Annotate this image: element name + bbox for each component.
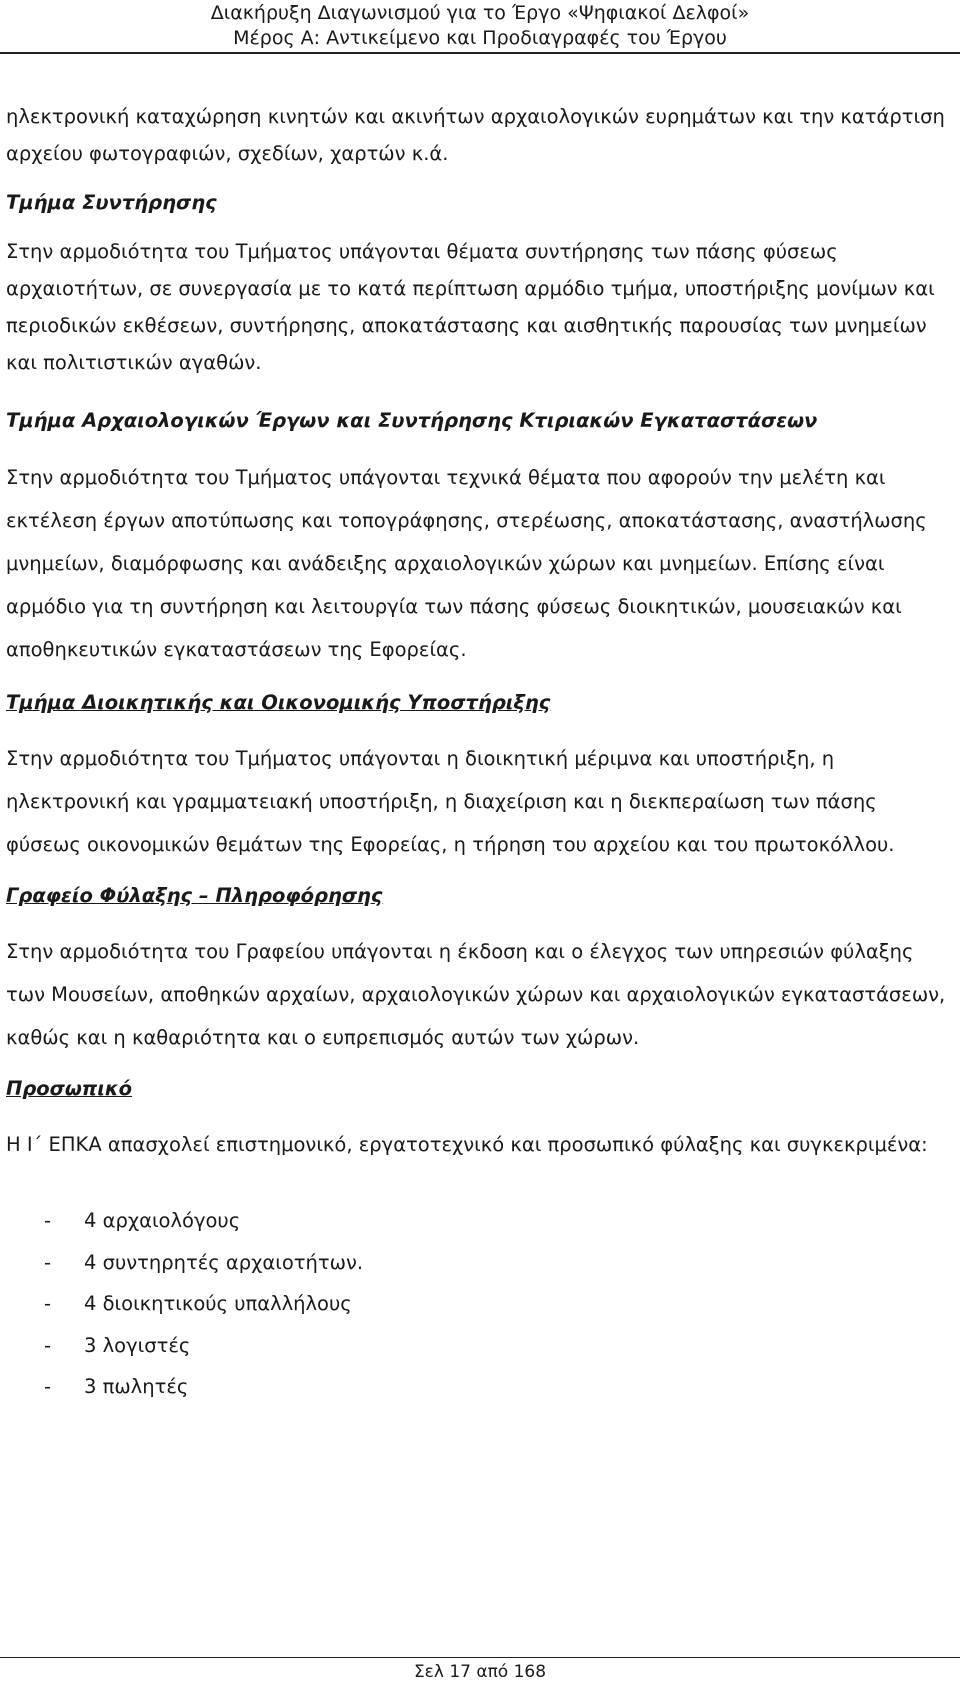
- page-number: Σελ 17 από 168: [413, 1662, 547, 1682]
- section-text-admin: Στην αρμοδιότητα του Τμήματος υπάγονται η διοικητική μέριμνα και υποστήριξη, η ηλεκτρονική και γραμματειακή υποστήριξη, η διαχείριση και η διεκπεραίωση των πάσης φύσεως οικονομικών θεμάτων της Εφορείας, η τήρηση του αρχείου και του πρωτοκόλλου.: [6, 747, 895, 856]
- list-item: [6, 1242, 954, 1284]
- list-item-text: 3 λογιστές: [84, 1333, 191, 1357]
- section-heading-admin: Τμήμα Διοικητικής και Οικονομικής Υποστήριξης: [6, 691, 551, 714]
- list-item: [6, 1283, 954, 1325]
- list-item: [6, 1200, 954, 1242]
- document-body: [6, 98, 954, 1408]
- list-item: [6, 1325, 954, 1367]
- section-text-works: Στην αρμοδιότητα του Τμήματος υπάγονται τεχνικά θέματα που αφορούν την μελέτη και εκτέλεση έργων αποτύπωσης και τοπογράφησης, στερέωσης, αποκατάστασης, αναστήλωσης μνημείων, διαμόρφωσης και ανάδειξης αρχαιολογικών χώρων και μνημείων. Επίσης είναι αρμόδιο για τη συντήρηση και λειτουργία των πάσης φύσεως διοικητικών, μουσειακών και αποθηκευτικών εγκαταστάσεων της Εφορείας.: [6, 466, 927, 661]
- section-text-guarding: Στην αρμοδιότητα του Γραφείου υπάγονται η έκδοση και ο έλεγχος των υπηρεσιών φύλαξης των Μουσείων, αποθηκών αρχαίων, αρχαιολογικών χώρων και αρχαιολογικών εγκαταστάσεων, καθώς και η καθαριότητα και ο ευπρεπισμός αυτών των χώρων.: [6, 940, 946, 1049]
- list-bullet: -: [44, 1209, 52, 1232]
- list-item-text: 3 πωλητές: [84, 1375, 189, 1398]
- footer-divider: [0, 1657, 960, 1658]
- section-heading-conservation: Τμήμα Συντήρησης: [6, 191, 217, 214]
- list-bullet: -: [44, 1375, 52, 1398]
- section-text-personnel: Η Ι΄ ΕΠΚΑ απασχολεί επιστημονικό, εργατοτεχνικό και προσωπικό φύλαξης και συγκεκριμένα:: [6, 1133, 928, 1156]
- staff-list: [6, 1200, 954, 1408]
- list-item-text: 4 διοικητικούς υπαλλήλους: [84, 1292, 352, 1315]
- list-item: [6, 1366, 954, 1408]
- list-item-text: 4 συντηρητές αρχαιοτήτων.: [84, 1250, 364, 1274]
- list-item-text: 4 αρχαιολόγους: [84, 1209, 241, 1232]
- list-bullet: -: [44, 1292, 52, 1315]
- list-bullet: -: [44, 1250, 52, 1274]
- intro-paragraph: ηλεκτρονική καταχώρηση κινητών και ακινήτων αρχαιολογικών ευρημάτων και την κατάρτιση αρχείου φωτογραφιών, σχεδίων, χαρτών κ.ά.: [6, 105, 945, 165]
- header-subtitle: Μέρος Α: Αντικείμενο και Προδιαγραφές του Έργου: [233, 27, 727, 49]
- page-header: [0, 0, 960, 54]
- section-heading-personnel: Προσωπικό: [6, 1077, 133, 1100]
- list-bullet: -: [44, 1333, 52, 1357]
- section-heading-works: Τμήμα Αρχαιολογικών Έργων και Συντήρησης Κτιριακών Εγκαταστάσεων: [6, 409, 818, 432]
- section-heading-guarding: Γραφείο Φύλαξης – Πληροφόρησης: [6, 884, 383, 907]
- section-text-conservation: Στην αρμοδιότητα του Τμήματος υπάγονται θέματα συντήρησης των πάσης φύσεως αρχαιοτήτων, σε συνεργασία με το κατά περίπτωση αρμόδιο τμήμα, υποστήριξης μονίμων και περιοδικών εκθέσεων, συντήρησης, αποκατάστασης και αισθητικής παρουσίας των μνημείων και πολιτιστικών αγαθών.: [6, 240, 935, 374]
- header-title: Διακήρυξη Διαγωνισμού για το Έργο «Ψηφιακοί Δελφοί»: [210, 2, 750, 24]
